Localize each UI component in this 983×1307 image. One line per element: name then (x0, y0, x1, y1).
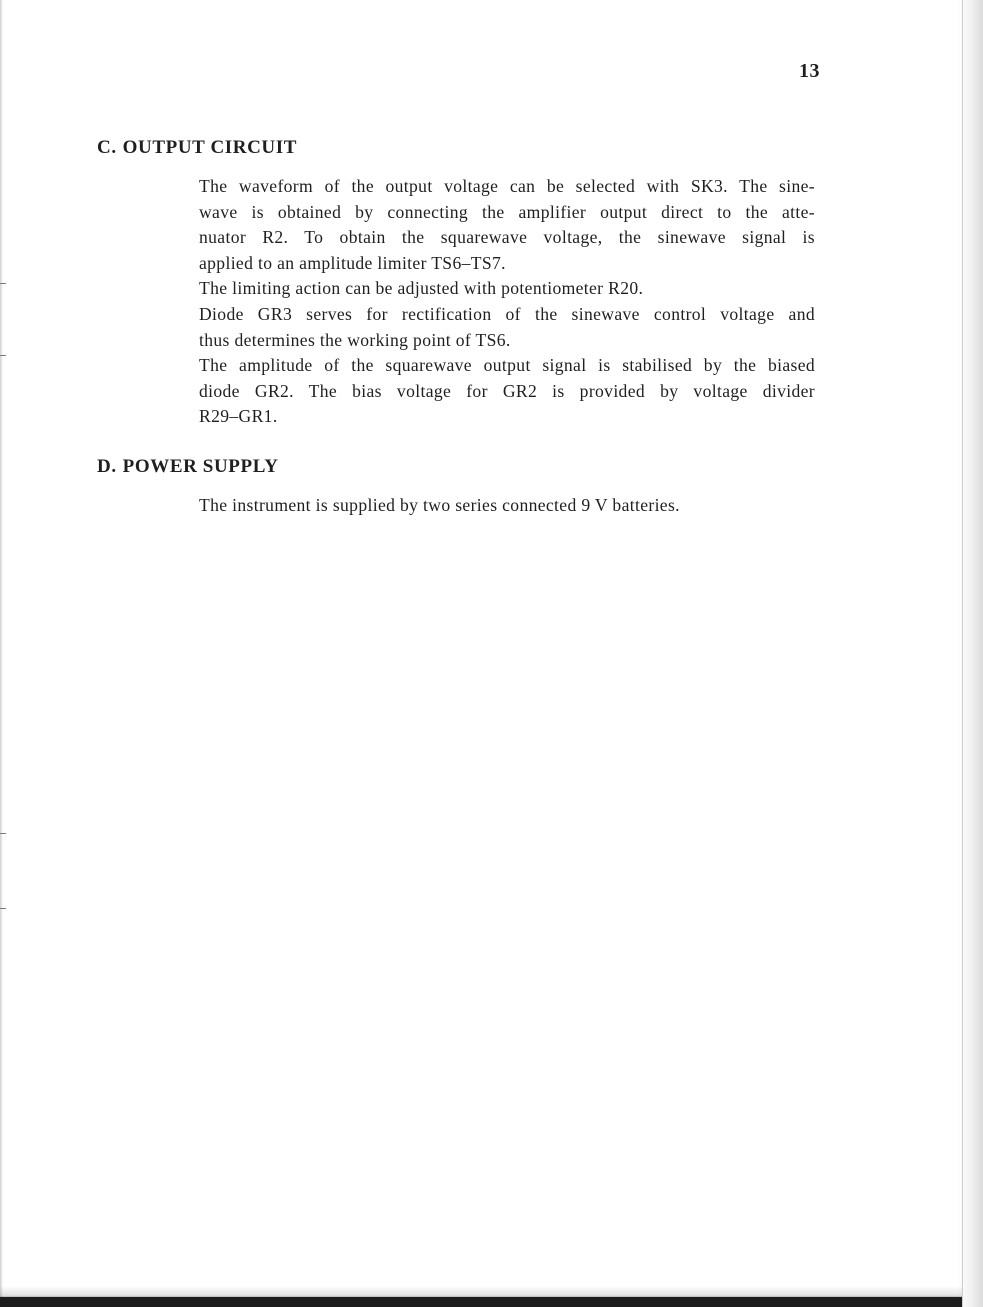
paragraph-line: The limiting action can be adjusted with potentiometer R20. (199, 278, 644, 299)
paragraph-line: thus determines the working point of TS6. (199, 329, 511, 350)
section-heading-output-circuit (97, 137, 297, 159)
section-title: OUTPUT CIRCUIT (122, 137, 297, 158)
scan-left-edge (0, 0, 3, 1307)
paragraph-line: diode GR2. The bias voltage for GR2 is provided by voltage divider (199, 380, 815, 401)
paragraph-line: applied to an amplitude limiter TS6–TS7. (199, 252, 506, 273)
scan-right-edge (957, 0, 983, 1307)
paragraph-line: R29–GR1. (199, 406, 278, 427)
page-number: 13 (799, 60, 820, 82)
paragraph-line: wave is obtained by connecting the amplifier output direct to the atte- (199, 201, 815, 222)
section-title: POWER SUPPLY (122, 456, 279, 477)
scan-edge-mark (0, 908, 6, 909)
scan-edge-mark (0, 833, 6, 834)
paragraph-line: Diode GR3 serves for rectification of the sinewave control voltage and (199, 303, 815, 324)
scan-edge-mark (0, 355, 6, 356)
section-body-output-circuit (199, 174, 815, 430)
scan-right-edge-line (962, 0, 963, 1307)
paragraph-line: nuator R2. To obtain the squarewave voltage, the sinewave signal is (199, 227, 815, 248)
section-body-power-supply (199, 493, 815, 519)
paragraph-line: The instrument is supplied by two series connected 9 V batteries. (199, 495, 680, 515)
scan-bottom-edge (0, 1297, 962, 1307)
scan-edge-mark (0, 283, 6, 284)
section-heading-power-supply (97, 456, 279, 478)
section-letter: C. (97, 137, 117, 158)
paragraph-line: The amplitude of the squarewave output signal is stabilised by the biased (199, 355, 815, 376)
section-letter: D. (97, 456, 117, 477)
paragraph-line: The waveform of the output voltage can be selected with SK3. The sine- (199, 176, 815, 196)
